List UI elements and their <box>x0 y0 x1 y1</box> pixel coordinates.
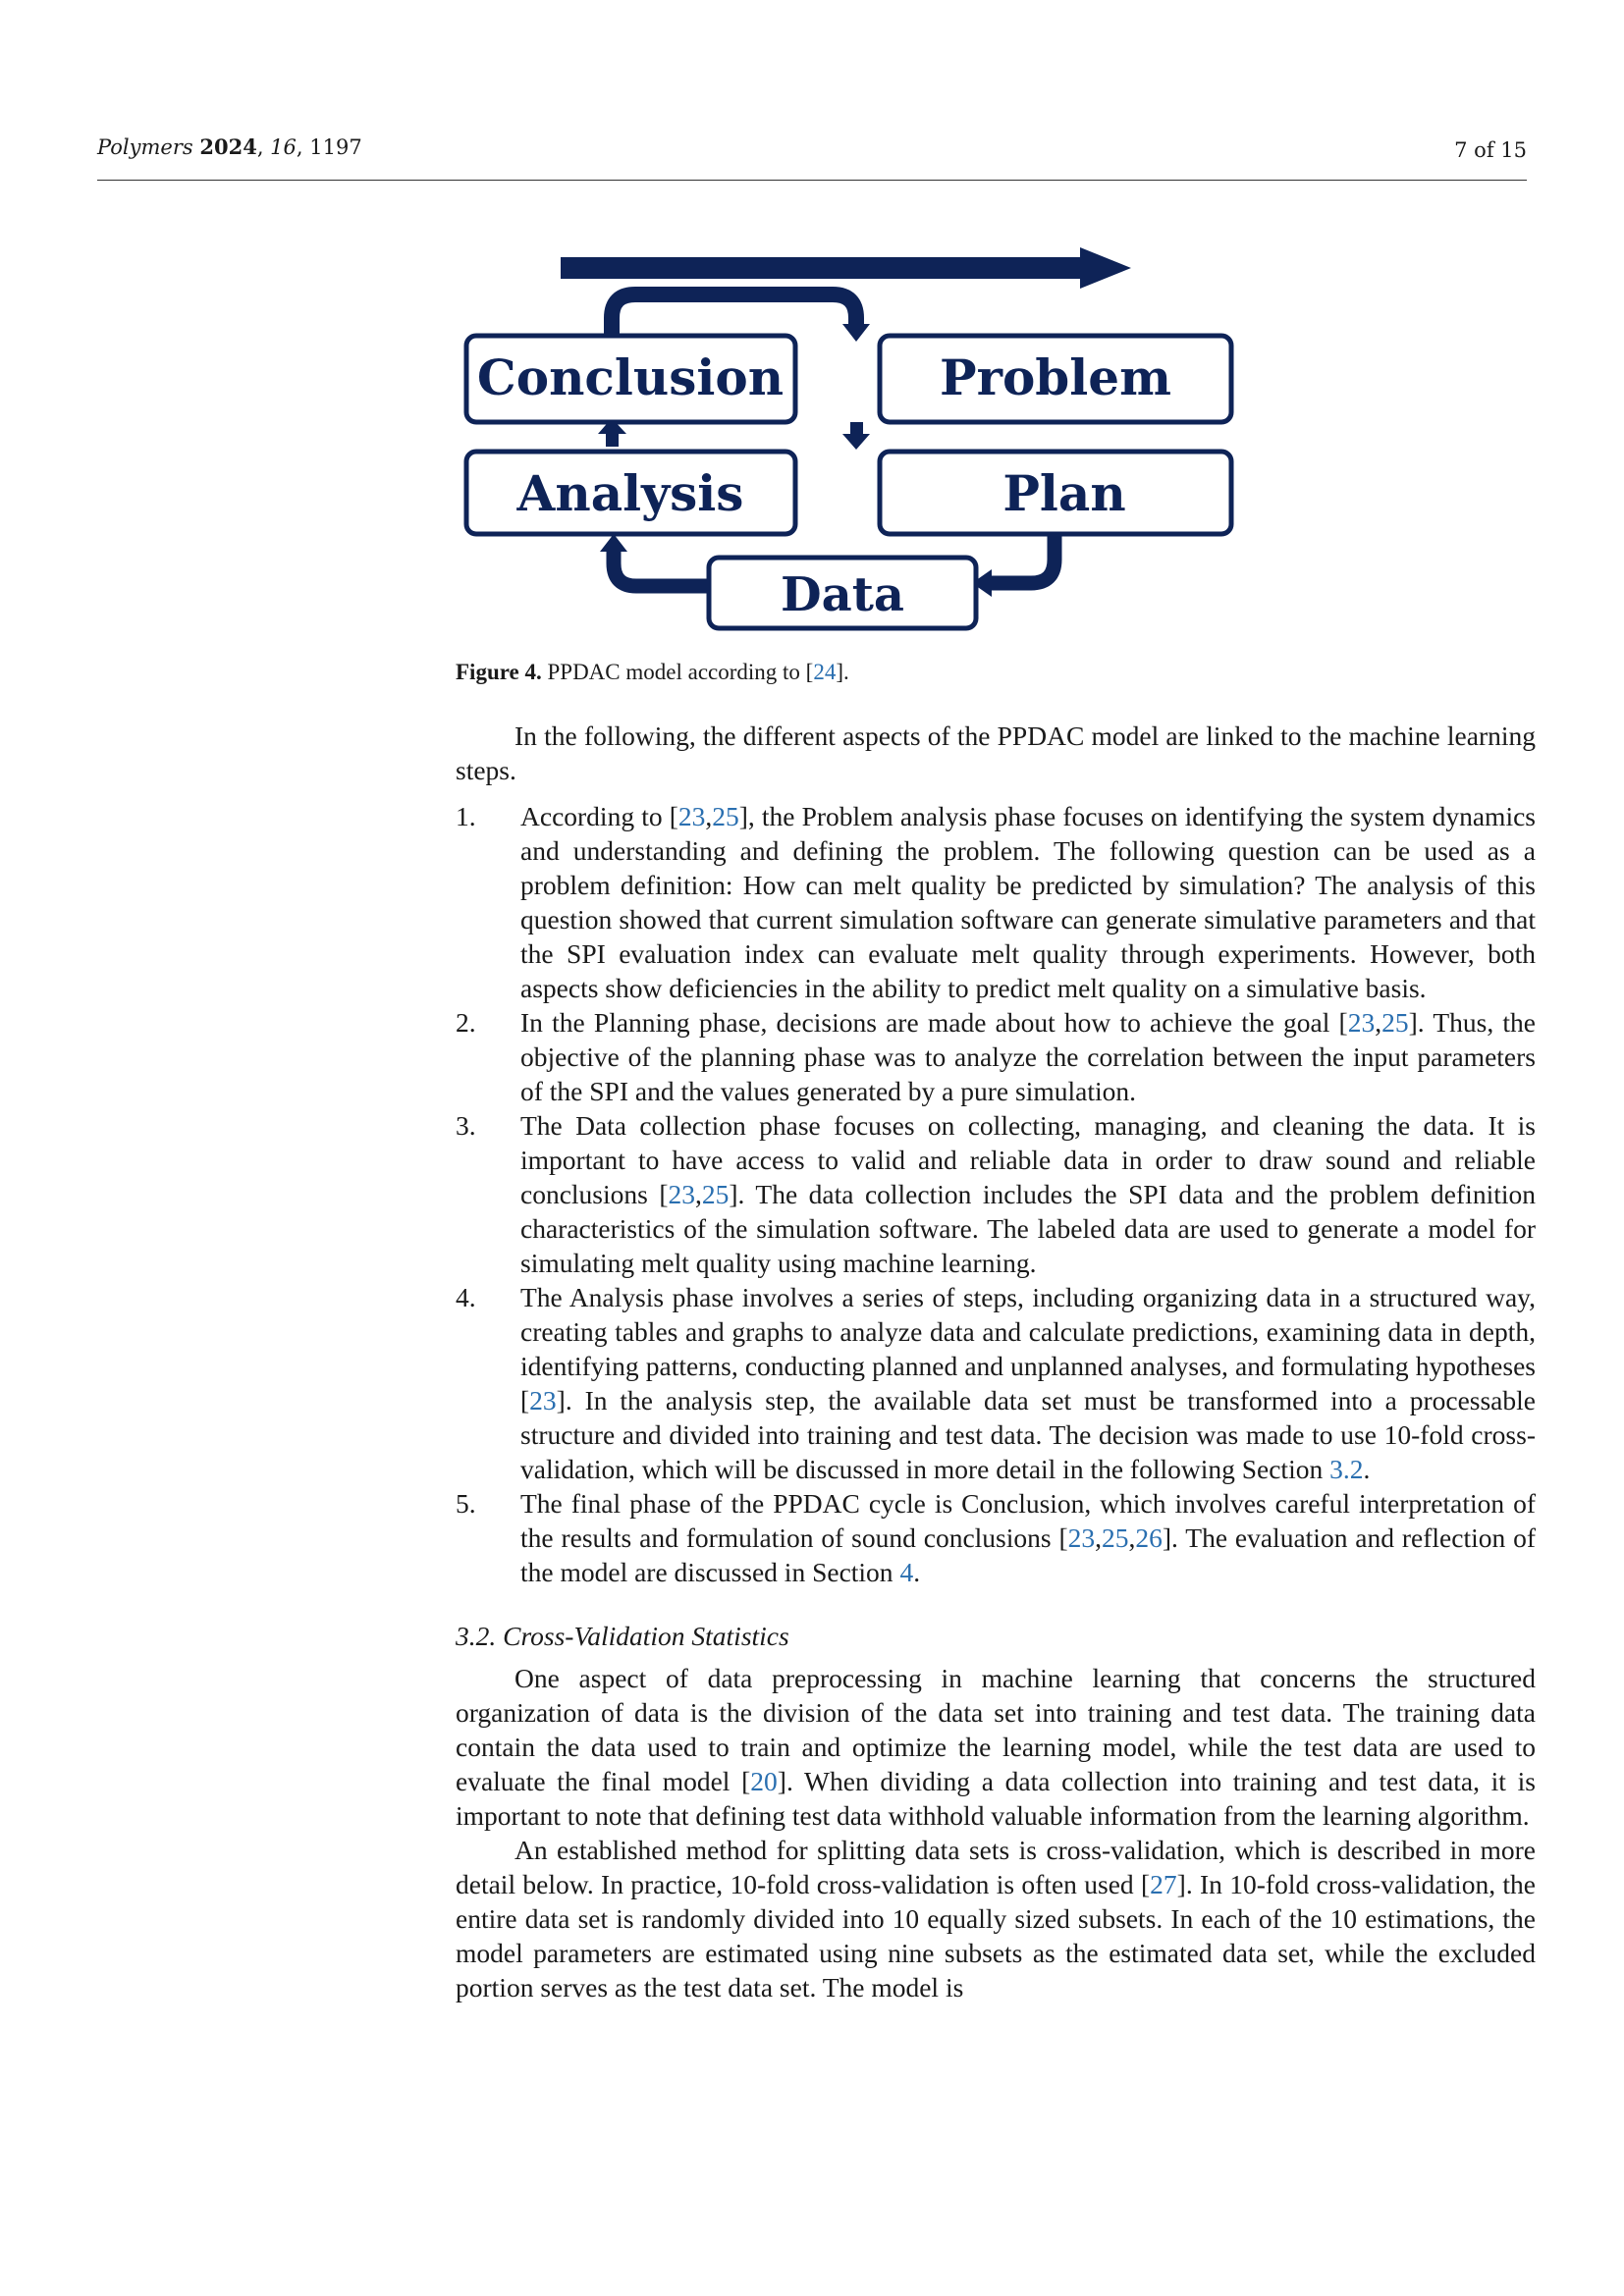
analysis-box <box>466 452 795 534</box>
section-heading: 3.2. Cross-Validation Statistics <box>456 1621 789 1651</box>
problem-entry-arrowhead <box>842 324 870 342</box>
list-number: 1. <box>456 801 476 831</box>
item-text: , <box>1128 1522 1136 1553</box>
citation-link[interactable]: 27 <box>1150 1869 1177 1899</box>
caption-label: Figure 4. <box>456 660 542 684</box>
item-text: According to [ <box>520 801 678 831</box>
plan-box <box>880 452 1231 534</box>
section-link[interactable]: 4 <box>899 1557 914 1587</box>
list-number: 3. <box>456 1110 476 1141</box>
item-text: , <box>1095 1522 1102 1553</box>
item-text: The Analysis phase involves a series of steps, including organizing data in a structured way, creating tables and graphs to analyze data and calculate predictions, examining data in depth, identifying patterns, conducting planned and unplanned analyses, and formulating hypotheses [ <box>520 1282 1536 1415</box>
figure-caption <box>456 660 849 685</box>
top-arrowhead <box>1080 247 1131 289</box>
main-text <box>456 719 1536 2004</box>
body-paragraph <box>456 1661 1536 1833</box>
journal-year: 2024 <box>199 134 257 159</box>
item-text: , <box>1375 1007 1382 1038</box>
list-item <box>456 1108 1536 1280</box>
citation-link[interactable]: 25 <box>1102 1522 1129 1553</box>
list-number: 2. <box>456 1007 476 1038</box>
running-header: Polymers 2024, 16, 1197 <box>97 134 362 159</box>
item-text: The final phase of the PPDAC cycle is Conclusion, which involves careful interpretation of the results and formulation of sound conclusions [ <box>520 1488 1536 1553</box>
data-label: Data <box>781 567 904 622</box>
page-number: 7 of 15 <box>1454 138 1527 162</box>
citation-link[interactable]: 26 <box>1135 1522 1163 1553</box>
list-item <box>456 1005 1536 1108</box>
plan-label: Plan <box>1002 464 1126 522</box>
item-text: , <box>695 1179 702 1209</box>
paragraph-text: ]. When dividing a data collection into training and test data, it is important to note that defining test data withhold valuable information from the learning algorithm. <box>456 1766 1536 1831</box>
paragraph-text: One aspect of data preprocessing in machine learning that concerns the structured organization of data is the division of the data set into training and test data. The training data contain the data used to train and optimize the learning model, while the test data are used to evaluate the final model [ <box>456 1663 1536 1796</box>
problem-label: Problem <box>940 348 1171 406</box>
conclusion-label: Conclusion <box>476 348 785 406</box>
citation-link[interactable]: 23 <box>1067 1522 1096 1553</box>
analysis-label: Analysis <box>516 464 744 522</box>
conclusion-box <box>466 336 795 422</box>
citation-link[interactable]: 20 <box>750 1766 778 1796</box>
item-text: . <box>913 1557 921 1587</box>
journal-name: Polymers <box>97 135 193 159</box>
plan-data-connector <box>990 534 1055 583</box>
citation-link[interactable]: 23 <box>677 801 706 831</box>
caption-end: ]. <box>836 660 849 684</box>
item-text: In the Planning phase, decisions are made about how to achieve the goal [ <box>520 1007 1348 1038</box>
article-number: 1197 <box>309 135 362 159</box>
data-box <box>709 558 976 628</box>
list-item <box>456 799 1536 1005</box>
problem-box <box>880 336 1231 422</box>
item-text: The Data collection phase focuses on collecting, managing, and cleaning the data. It is important to have access to valid and reliable data in order to draw sound and reliable conclusions [ <box>520 1110 1536 1209</box>
item-text: ]. The evaluation and reflection of the model are discussed in Section <box>520 1522 1537 1587</box>
item-text: ]. The data collection includes the SPI data and the problem definition characteristics of the simulation software. The labeled data are used to generate a model for simulating melt quality using machine learning. <box>520 1179 1536 1278</box>
citation-link[interactable]: 25 <box>1381 1007 1409 1038</box>
body-paragraph <box>456 1833 1536 2004</box>
citation-link[interactable]: 23 <box>1347 1007 1376 1038</box>
header-rule <box>97 180 1527 181</box>
analysis-entry-arrowhead <box>600 534 627 552</box>
item-text: ]. Thus, the objective of the planning phase was to analyze the correlation between the input parameters of the SPI and the values generated by a pure simulation. <box>520 1007 1536 1106</box>
list-item <box>456 1486 1536 1589</box>
problem-plan-arrowhead <box>842 434 870 450</box>
paragraph-text: ]. In 10-fold cross-validation, the entire data set is randomly divided into 10 equally sized subsets. In each of the 10 estimations, the model parameters are estimated using nine subsets as the estimated data set, while the excluded portion serves as the test data set. The model is <box>456 1869 1536 2002</box>
citation-link[interactable]: 25 <box>712 801 739 831</box>
paragraph-text: An established method for splitting data sets is cross-validation, which is described in more detail below. In practice, 10-fold cross-validation is often used [ <box>456 1835 1536 1899</box>
intro-paragraph: In the following, the different aspects of the PPDAC model are linked to the machine learning steps. <box>456 721 1536 785</box>
phase-list <box>456 799 1536 1589</box>
top-arrow-shaft <box>561 257 1081 279</box>
item-text: ]. In the analysis step, the available data set must be transformed into a processable structure and divided into training and test data. The decision was made to use 10-fold cross-validation, which will be discussed in more detail in the following Section <box>520 1385 1536 1484</box>
item-text: , <box>705 801 713 831</box>
citation-link[interactable]: 24 <box>813 660 837 684</box>
citation-link[interactable]: 23 <box>529 1385 557 1415</box>
citation-link[interactable]: 23 <box>668 1179 695 1209</box>
citation-link[interactable]: 25 <box>701 1179 730 1209</box>
list-item <box>456 1280 1536 1486</box>
list-number: 5. <box>456 1488 476 1519</box>
section-link[interactable]: 3.2 <box>1329 1454 1364 1484</box>
item-text: . <box>1363 1454 1371 1484</box>
list-number: 4. <box>456 1282 476 1312</box>
data-analysis-connector <box>614 550 709 586</box>
caption-text: PPDAC model according to [ <box>547 660 814 684</box>
ppdac-diagram <box>452 247 1257 640</box>
journal-volume: 16 <box>270 135 297 159</box>
item-text: ], the Problem analysis phase focuses on identifying the system dynamics and understanding and defining the problem. The following question can be used as a problem definition: How can melt quality be predicted by simulation? The analysis of this question showed that current simulation software can generate simulative parameters and that the SPI evaluation index can evaluate melt quality through experiments. However, both aspects show deficiencies in the ability to predict melt quality on a simulative basis. <box>520 801 1536 1003</box>
